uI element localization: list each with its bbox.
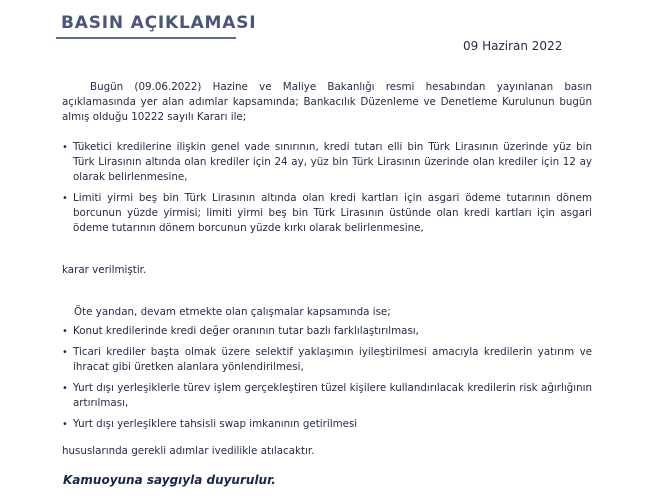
closing-statement: Kamuoyuna saygıyla duyurulur. — [63, 473, 276, 487]
ongoing-list — [62, 324, 592, 438]
decision-list — [62, 140, 592, 242]
intro-paragraph: Bugün (09.06.2022) Hazine ve Maliye Bakanlığı resmi hesabından yayınlanan basın açıklamasında yer alan adımlar kapsamında; Bankacılık Düzenleme ve Denetleme Kurulunun bugün almış olduğu 10222 sayılı Kararı ile; — [62, 81, 592, 123]
list-item: • Yurt dışı yerleşiklere tahsisli swap imkanının getirilmesi — [62, 417, 592, 432]
list-item: • Limiti yirmi beş bin Türk Lirasının altında olan kredi kartları için asgari ödeme tutarının dönem borcunun yüzde yirmisi; limiti yirmi beş bin Türk Lirasının üstünde olan kredi kartları için asgari ödeme tutarının dönem borcunun yüzde kırkı olarak belirlenmesine, — [62, 191, 592, 236]
list-item: • Yurt dışı yerleşiklerle türev işlem gerçekleştiren tüzel kişilere kullandırılacak kredilerin risk ağırlığının artırılması, — [62, 381, 592, 411]
ongoing-intro-paragraph: Öte yandan, devam etmekte olan çalışmalar kapsamında ise; — [74, 306, 391, 318]
ongoing-conclusion: hususlarında gerekli adımlar ivedilikle atılacaktır. — [62, 445, 315, 457]
list-item: • Tüketici kredilerine ilişkin genel vade sınırının, kredi tutarı elli bin Türk Lirasının üzerinde yüz bin Türk Lirasının altında olan krediler için 24 ay, yüz bin Türk Lirasının üzerinde olan krediler için 12 ay olarak belirlenmesine, — [62, 140, 592, 185]
document-date: 09 Haziran 2022 — [463, 39, 563, 53]
decision-conclusion: karar verilmiştir. — [62, 264, 147, 276]
list-item: • Konut kredilerinde kredi değer oranının tutar bazlı farklılaştırılması, — [62, 324, 592, 339]
page-title: BASIN AÇIKLAMASI — [61, 13, 257, 33]
title-underline — [56, 37, 236, 39]
list-item: • Ticari krediler başta olmak üzere selektif yaklaşımın iyileştirilmesi amacıyla kredilerin yatırım ve ihracat gibi üretken alanlara yönlendirilmesi, — [62, 345, 592, 375]
